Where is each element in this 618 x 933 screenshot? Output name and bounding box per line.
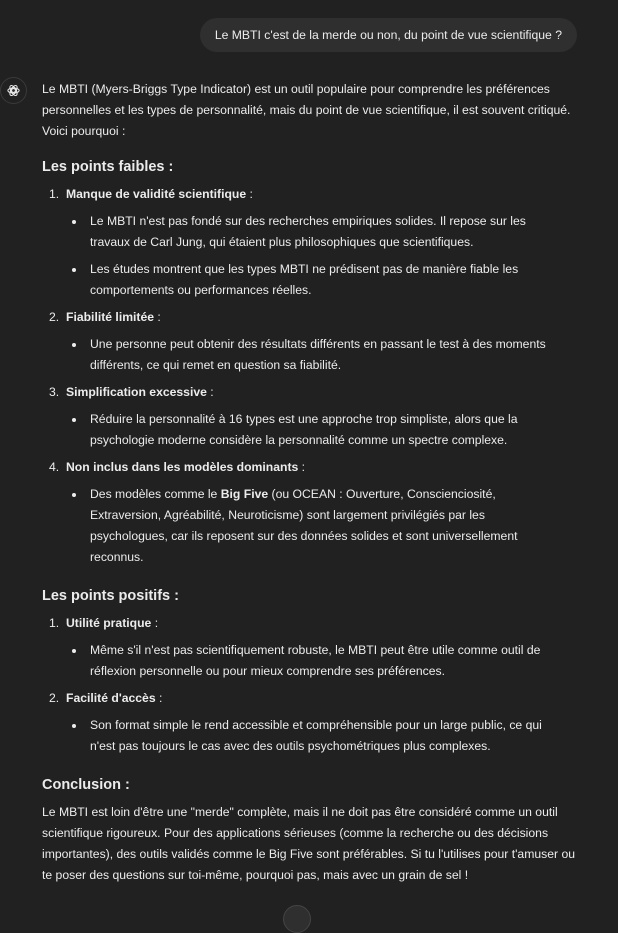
colon: : [206, 385, 214, 399]
heading-positive-points: Les points positifs : [42, 587, 179, 604]
item-number: 2. [49, 691, 60, 705]
positive-points-list [42, 613, 577, 757]
item-number: 1. [49, 616, 60, 630]
item-title: Simplification excessive [66, 385, 207, 399]
bullet-text: Même s'il n'est pas scientifiquement robuste, le MBTI peut être utile comme outil de réflexion personnelle ou pour mieux comprendre ses préférences. [90, 643, 541, 678]
intro-paragraph: Le MBTI (Myers-Briggs Type Indicator) est un outil populaire pour comprendre les préférences personnelles et les types de personnalité, mais du point de vue scientifique, il est souvent critiqué. Voici pourquoi : [42, 82, 571, 138]
scroll-to-bottom-button[interactable] [283, 905, 311, 933]
bullet-item [66, 211, 560, 253]
item-title: Facilité d'accès [66, 691, 156, 705]
item-number: 3. [49, 385, 60, 399]
bullet-text: Les études montrent que les types MBTI ne prédisent pas de manière fiable les comportements ou performances réelles. [90, 262, 519, 297]
weak-points-list [42, 184, 577, 568]
bullet-text: Le MBTI n'est pas fondé sur des recherches empiriques solides. Il repose sur les travaux de Carl Jung, qui étaient plus philosophiques que scientifiques. [90, 214, 526, 249]
item-title: Utilité pratique [66, 616, 152, 630]
bullet-text: Des modèles comme le [90, 487, 221, 501]
colon: : [155, 691, 163, 705]
list-item [42, 613, 577, 682]
assistant-message [42, 79, 577, 886]
bullet-text: Une personne peut obtenir des résultats différents en passant le test à des moments différents, ce qui remet en question sa fiabilité. [90, 337, 546, 372]
bullet-text: (ou OCEAN : Ouverture, Conscienciosité, Extraversion, Agréabilité, Neuroticisme) sont largement privilégiés par les psychologues, car ils reposent sur des données solides et sont universellement reconnus. [90, 487, 518, 564]
item-number: 2. [49, 310, 60, 324]
list-item [42, 688, 577, 757]
heading-weak-points: Les points faibles : [42, 158, 174, 175]
heading-conclusion: Conclusion : [42, 776, 130, 793]
list-item [42, 184, 577, 301]
conclusion-paragraph: Le MBTI est loin d'être une "merde" complète, mais il ne doit pas être considéré comme un outil scientifique rigoureux. Pour des applications sérieuses (comme la recherche ou des décisions importantes), des outils validés comme le Big Five sont préférables. Si tu l'utilises pour t'amuser ou te poser des questions sur toi-même, pourquoi pas, mais avec un grain de sel ! [42, 805, 576, 882]
bullet-item [66, 409, 560, 451]
bullet-item [66, 640, 560, 682]
bullet-text: Réduire la personnalité à 16 types est une approche trop simpliste, alors que la psychologie moderne considère la personnalité comme un spectre complexe. [90, 412, 518, 447]
item-number: 4. [49, 460, 60, 474]
bullet-item [66, 715, 560, 757]
bullet-item [66, 259, 560, 301]
item-title: Non inclus dans les modèles dominants [66, 460, 299, 474]
list-item [42, 307, 577, 376]
user-message: Le MBTI c'est de la merde ou non, du point de vue scientifique ? [200, 18, 577, 52]
bullet-item [66, 484, 560, 568]
bullet-text: Son format simple le rend accessible et compréhensible pour un large public, ce qui n'est pas toujours le cas avec des outils psychométriques plus complexes. [90, 718, 542, 753]
colon: : [154, 310, 161, 324]
colon: : [298, 460, 306, 474]
colon: : [151, 616, 159, 630]
colon: : [246, 187, 253, 201]
item-title: Manque de validité scientifique [66, 187, 247, 201]
bullet-bold-text: Big Five [220, 487, 269, 501]
list-item [42, 457, 577, 568]
item-number: 1. [49, 187, 60, 201]
chatgpt-logo-icon [0, 77, 27, 104]
list-item [42, 382, 577, 451]
bullet-item [66, 334, 560, 376]
item-title: Fiabilité limitée [66, 310, 155, 324]
